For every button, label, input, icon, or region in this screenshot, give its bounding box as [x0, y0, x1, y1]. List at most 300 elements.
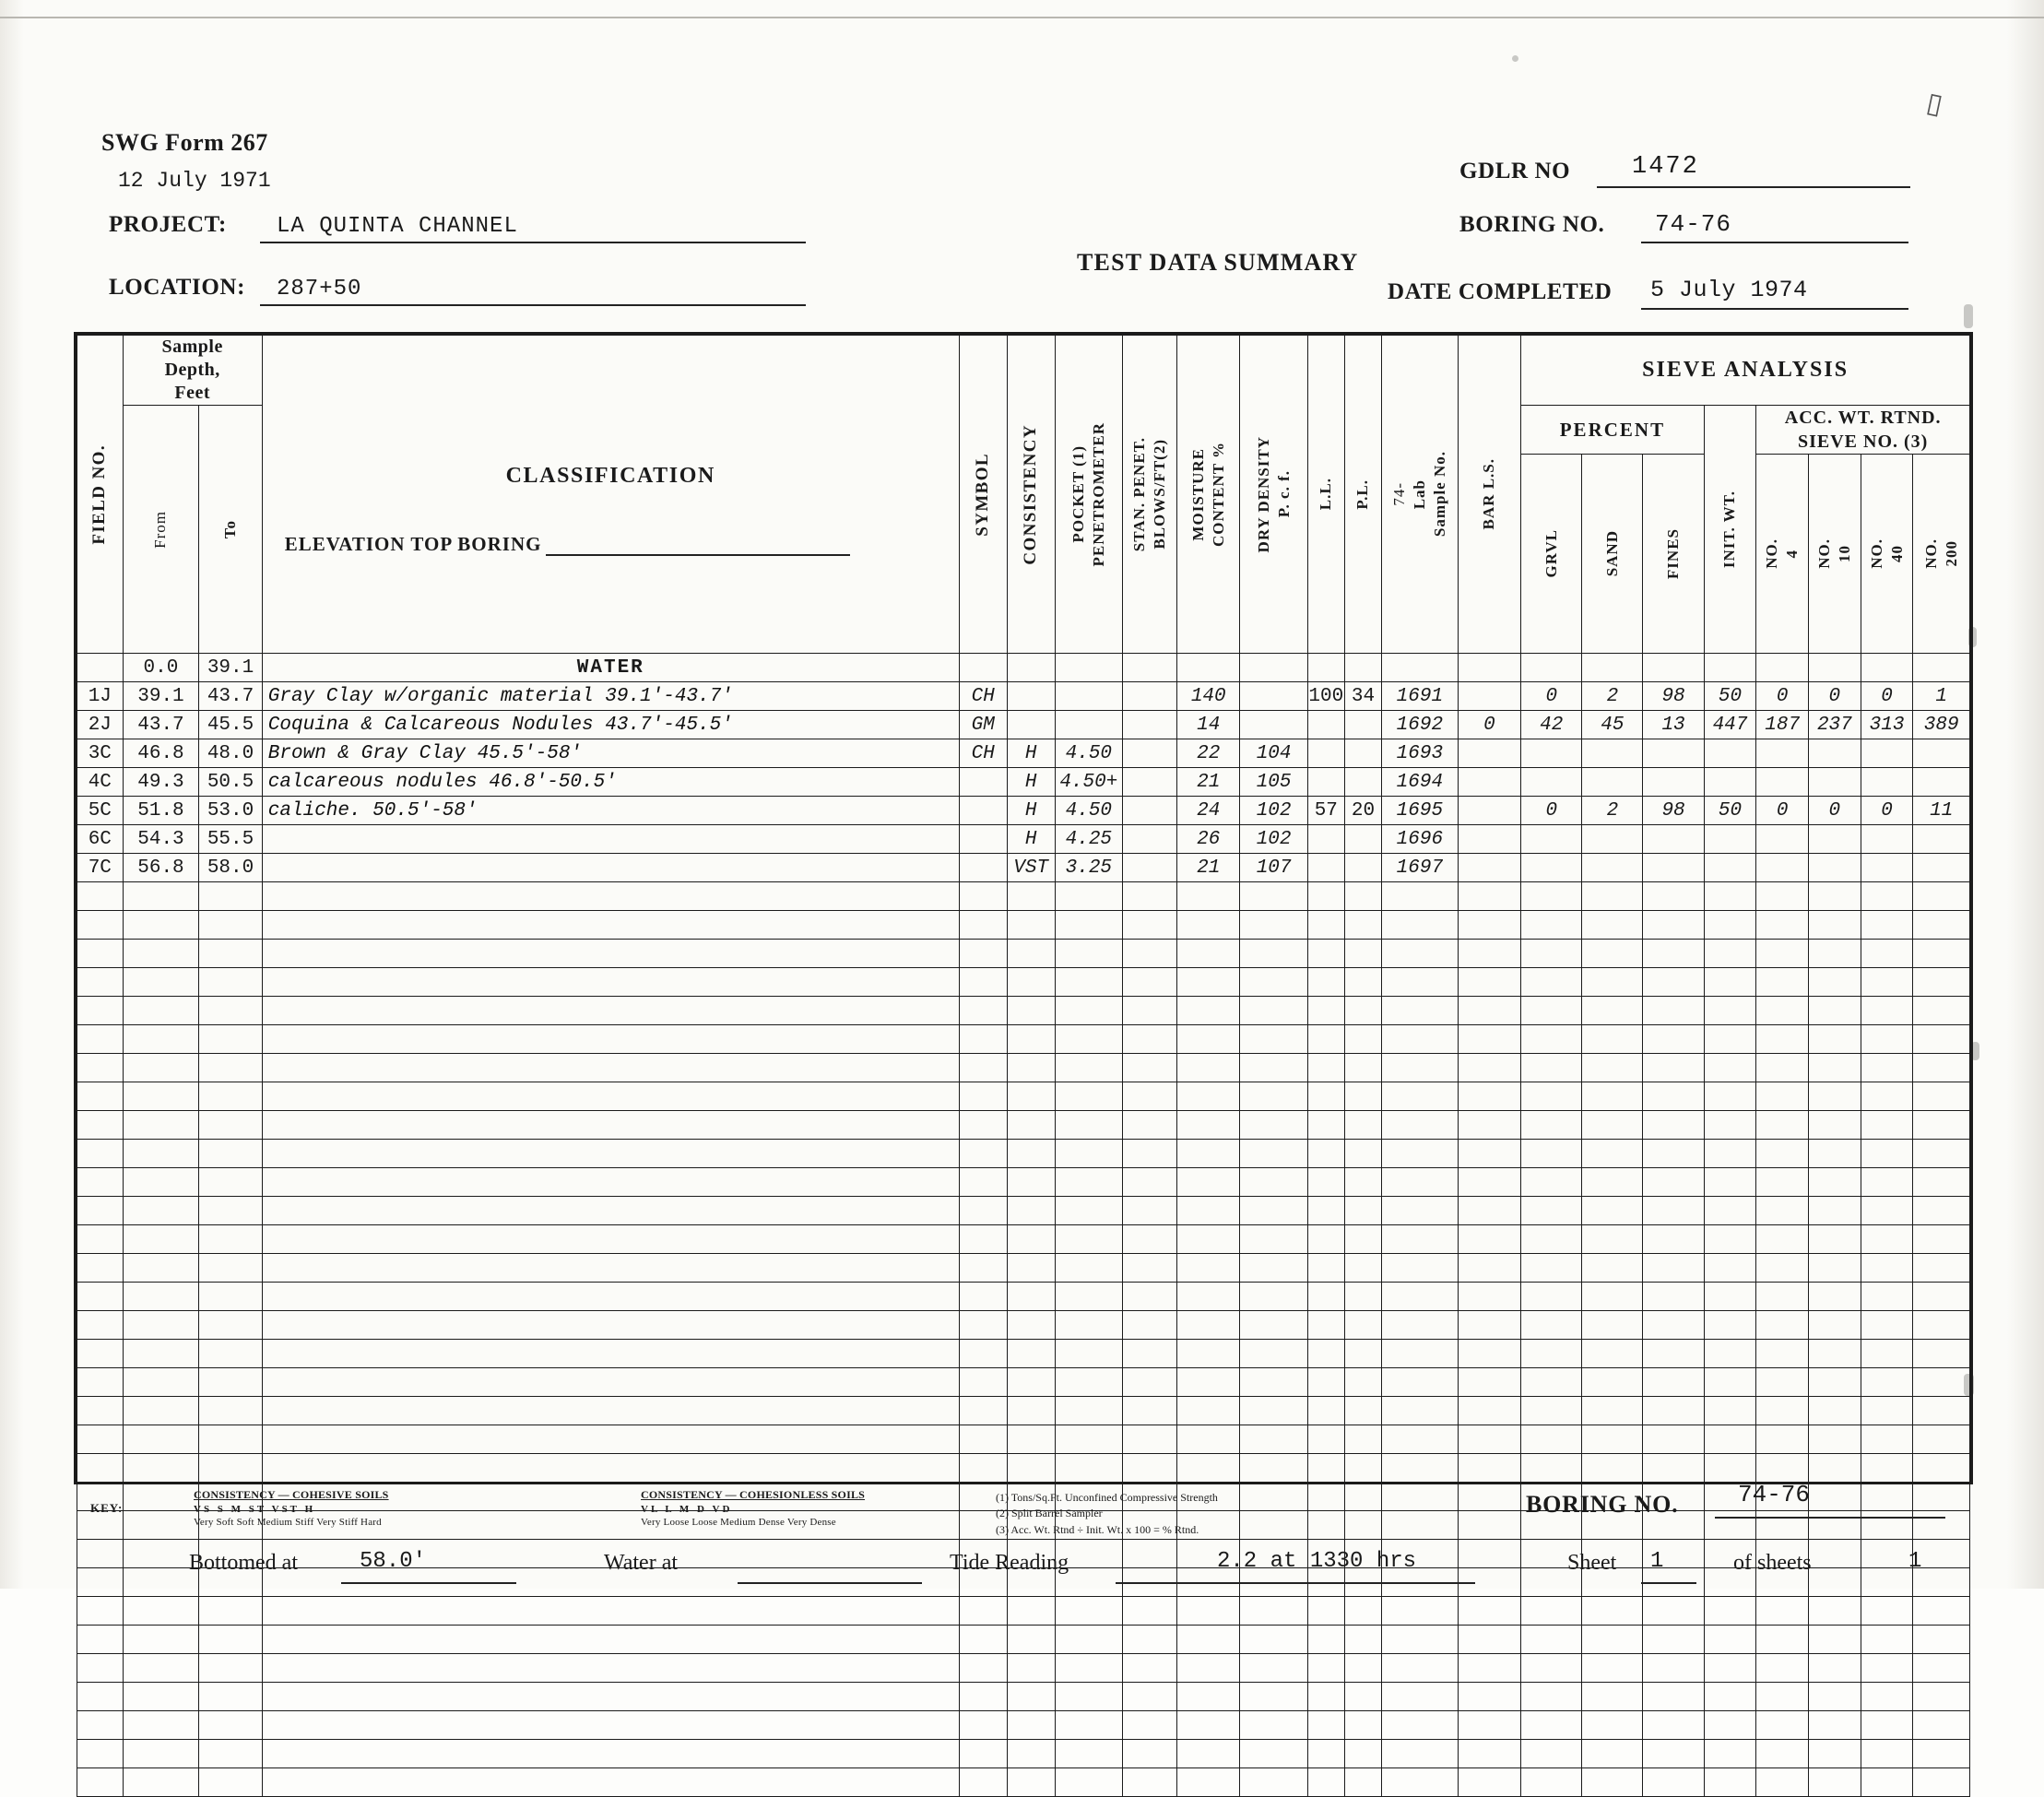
- cell-empty: [1007, 1197, 1055, 1225]
- cell-empty: [1176, 1082, 1240, 1111]
- key-label: KEY:: [90, 1501, 124, 1515]
- cell-bar: [1458, 682, 1521, 711]
- cell-empty: [1176, 1768, 1240, 1797]
- cell-empty: [1643, 997, 1704, 1025]
- cell-empty: [1176, 1054, 1240, 1082]
- cell-empty: [1307, 940, 1344, 968]
- cell-empty: [1382, 1368, 1459, 1397]
- cell-dry_density: 107: [1240, 854, 1307, 882]
- cell-empty: [123, 1054, 199, 1082]
- cell-empty: [1704, 911, 1756, 940]
- cell-empty: [1240, 1368, 1307, 1397]
- cell-empty: [1344, 1683, 1381, 1711]
- cell-empty: [1382, 1425, 1459, 1454]
- cell-empty: [1382, 1025, 1459, 1054]
- cell-stan: [1122, 797, 1176, 825]
- cell-empty: [199, 1254, 263, 1283]
- cell-empty: [1240, 1711, 1307, 1740]
- cell-empty: [1861, 1597, 1913, 1626]
- cell-empty: [1521, 1254, 1582, 1283]
- cell-empty: [959, 1111, 1007, 1140]
- table-row-empty: [77, 1225, 1970, 1254]
- project-label: PROJECT:: [109, 212, 227, 237]
- cell-bar: 0: [1458, 711, 1521, 739]
- cell-empty: [1643, 1111, 1704, 1140]
- cell-empty: [1809, 1111, 1861, 1140]
- cell-symbol: GM: [959, 711, 1007, 739]
- col-no-4: NO. 4: [1756, 455, 1809, 654]
- cell-empty: [1344, 1368, 1381, 1397]
- cell-init_wt: [1704, 854, 1756, 882]
- cell-empty: [77, 1311, 124, 1340]
- cell-empty: [1382, 1768, 1459, 1797]
- cell-empty: [1756, 1397, 1809, 1425]
- cell-empty: [77, 1711, 124, 1740]
- cell-empty: [1007, 1397, 1055, 1425]
- cell-empty: [1756, 882, 1809, 911]
- cell-empty: [262, 1368, 959, 1397]
- cell-empty: [1756, 1340, 1809, 1368]
- cell-from: 46.8: [123, 739, 199, 768]
- cell-empty: [1643, 1683, 1704, 1711]
- cell-dry_density: 102: [1240, 825, 1307, 854]
- cell-empty: [1756, 1768, 1809, 1797]
- cell-empty: [262, 940, 959, 968]
- scan-corner-mark: ▯: [1924, 87, 1946, 121]
- cell-symbol: CH: [959, 739, 1007, 768]
- cell-empty: [199, 1111, 263, 1140]
- cell-stan: [1122, 768, 1176, 797]
- col-from: From: [123, 406, 199, 654]
- cell-empty: [1704, 1054, 1756, 1082]
- cell-empty: [1055, 1111, 1122, 1140]
- cell-empty: [1458, 911, 1521, 940]
- note-2: (2) Split Barrel Sampler: [996, 1507, 1103, 1520]
- cell-empty: [1643, 1711, 1704, 1740]
- cell-empty: [1704, 1082, 1756, 1111]
- cell-empty: [1382, 1082, 1459, 1111]
- cell-empty: [1521, 1340, 1582, 1368]
- location-label: LOCATION:: [109, 275, 246, 300]
- cell-empty: [1756, 968, 1809, 997]
- cell-empty: [1521, 1454, 1582, 1483]
- cell-empty: [1007, 1025, 1055, 1054]
- cell-bar: [1458, 739, 1521, 768]
- cell-no4: 0: [1756, 682, 1809, 711]
- cell-empty: [1809, 1654, 1861, 1683]
- cell-empty: [77, 1340, 124, 1368]
- cell-empty: [1007, 911, 1055, 940]
- cell-pl: [1344, 739, 1381, 768]
- cell-empty: [1240, 1340, 1307, 1368]
- cell-empty: [1704, 1740, 1756, 1768]
- note-3: (3) Acc. Wt. Rtnd ÷ Init. Wt. x 100 = % Rtnd.: [996, 1522, 1199, 1536]
- cell-empty: [1382, 1197, 1459, 1225]
- cell-empty: [199, 1454, 263, 1483]
- cell-empty: [1861, 1225, 1913, 1254]
- cell-empty: [1307, 1340, 1344, 1368]
- cell-empty: [1344, 911, 1381, 940]
- cell-empty: [1913, 1054, 1970, 1082]
- cell-empty: [1809, 1082, 1861, 1111]
- cell-empty: [1861, 968, 1913, 997]
- cell-empty: [1458, 1368, 1521, 1397]
- cell-pl: 34: [1344, 682, 1381, 711]
- cell-empty: [1756, 1025, 1809, 1054]
- cell-empty: [1007, 1425, 1055, 1454]
- cell-empty: [262, 1340, 959, 1368]
- cell-empty: [1344, 1311, 1381, 1340]
- cell-empty: [123, 1597, 199, 1626]
- cell-empty: [123, 1368, 199, 1397]
- cell-ll: [1307, 854, 1344, 882]
- cell-pl: [1344, 825, 1381, 854]
- cell-empty: [1176, 1711, 1240, 1740]
- cell-empty: [1382, 882, 1459, 911]
- cell-empty: [1521, 940, 1582, 968]
- cell-empty: [199, 1025, 263, 1054]
- cell-moisture: [1176, 654, 1240, 682]
- cell-to: 43.7: [199, 682, 263, 711]
- cell-empty: [1344, 1626, 1381, 1654]
- cell-empty: [1240, 1311, 1307, 1340]
- cell-empty: [1643, 1597, 1704, 1626]
- cell-empty: [1643, 1168, 1704, 1197]
- cell-empty: [1809, 1626, 1861, 1654]
- cell-empty: [1458, 1054, 1521, 1082]
- cell-empty: [1582, 968, 1643, 997]
- cell-empty: [1861, 1740, 1913, 1768]
- cell-empty: [1809, 1425, 1861, 1454]
- cell-no200: 11: [1913, 797, 1970, 825]
- cell-empty: [1176, 1425, 1240, 1454]
- cell-empty: [1521, 882, 1582, 911]
- tide-reading-underline: [1116, 1582, 1475, 1584]
- cell-empty: [77, 1740, 124, 1768]
- cell-moisture: 14: [1176, 711, 1240, 739]
- cell-empty: [1122, 1597, 1176, 1626]
- cell-empty: [1521, 1283, 1582, 1311]
- cell-empty: [1582, 1082, 1643, 1111]
- cell-empty: [1176, 1283, 1240, 1311]
- cell-empty: [959, 1340, 1007, 1368]
- cell-empty: [1007, 1225, 1055, 1254]
- cell-empty: [1055, 1197, 1122, 1225]
- cell-empty: [1913, 1397, 1970, 1425]
- cell-empty: [123, 968, 199, 997]
- cell-empty: [123, 1740, 199, 1768]
- cell-empty: [1307, 1425, 1344, 1454]
- table-row-empty: [77, 1683, 1970, 1711]
- cell-empty: [199, 1082, 263, 1111]
- cell-empty: [1458, 1082, 1521, 1111]
- cell-init_wt: [1704, 825, 1756, 854]
- cell-empty: [1240, 997, 1307, 1025]
- cell-empty: [1307, 1397, 1344, 1425]
- cell-empty: [1521, 1168, 1582, 1197]
- cell-consistency: H: [1007, 768, 1055, 797]
- cell-empty: [1382, 968, 1459, 997]
- cell-empty: [123, 911, 199, 940]
- cell-empty: [77, 1082, 124, 1111]
- cell-empty: [1643, 1283, 1704, 1311]
- cell-empty: [1861, 1683, 1913, 1711]
- cell-empty: [1704, 1654, 1756, 1683]
- cell-to: 50.5: [199, 768, 263, 797]
- sheet-value: 1: [1650, 1549, 1664, 1574]
- cell-empty: [1458, 997, 1521, 1025]
- cell-stan: [1122, 711, 1176, 739]
- cell-field_no: 3C: [77, 739, 124, 768]
- cell-empty: [1344, 997, 1381, 1025]
- cell-consistency: H: [1007, 797, 1055, 825]
- cell-init_wt: [1704, 654, 1756, 682]
- cell-empty: [1007, 882, 1055, 911]
- cell-empty: [123, 1197, 199, 1225]
- cell-empty: [1861, 1111, 1913, 1140]
- cell-empty: [77, 1140, 124, 1168]
- cell-empty: [199, 1425, 263, 1454]
- cell-empty: [77, 882, 124, 911]
- cell-empty: [1176, 911, 1240, 940]
- cell-empty: [262, 1425, 959, 1454]
- cell-empty: [1055, 997, 1122, 1025]
- cell-empty: [1861, 911, 1913, 940]
- cell-empty: [1704, 1626, 1756, 1654]
- table-row: [77, 768, 1970, 797]
- col-plastic-limit: P.L.: [1344, 336, 1381, 654]
- col-init-wt: INIT. WT.: [1704, 406, 1756, 654]
- cell-empty: [123, 1454, 199, 1483]
- cell-consistency: [1007, 682, 1055, 711]
- cell-empty: [1521, 1768, 1582, 1797]
- cell-fines: 13: [1643, 711, 1704, 739]
- cell-empty: [1176, 940, 1240, 968]
- cell-to: 53.0: [199, 797, 263, 825]
- cell-empty: [1704, 1683, 1756, 1711]
- cell-empty: [1861, 1082, 1913, 1111]
- cell-empty: [1122, 1311, 1176, 1340]
- cell-empty: [959, 940, 1007, 968]
- cell-empty: [1176, 1340, 1240, 1368]
- cell-classification: WATER: [262, 654, 959, 682]
- cohesionless-words: Very Loose Loose Medium Dense Very Dense: [641, 1517, 836, 1528]
- cell-empty: [77, 1425, 124, 1454]
- cell-empty: [1582, 1654, 1643, 1683]
- cell-empty: [1344, 1140, 1381, 1168]
- cell-empty: [1176, 1397, 1240, 1425]
- cell-empty: [1122, 1740, 1176, 1768]
- cell-empty: [1344, 1111, 1381, 1140]
- cell-ll: [1307, 739, 1344, 768]
- cell-empty: [1382, 1454, 1459, 1483]
- cell-empty: [1809, 1225, 1861, 1254]
- cell-empty: [1382, 1140, 1459, 1168]
- cell-stan: [1122, 854, 1176, 882]
- cell-no40: 0: [1861, 682, 1913, 711]
- cell-classification: [262, 825, 959, 854]
- cell-empty: [262, 1654, 959, 1683]
- cell-empty: [1809, 1168, 1861, 1197]
- cell-empty: [77, 1054, 124, 1082]
- cell-empty: [1055, 1740, 1122, 1768]
- water-at-label: Water at: [604, 1551, 679, 1575]
- cell-empty: [1382, 1654, 1459, 1683]
- cell-init_wt: 50: [1704, 682, 1756, 711]
- cell-no40: 313: [1861, 711, 1913, 739]
- cell-empty: [1643, 968, 1704, 997]
- cell-empty: [1240, 1168, 1307, 1197]
- cell-empty: [1458, 1254, 1521, 1283]
- cell-empty: [959, 911, 1007, 940]
- date-completed-underline: [1641, 308, 1908, 310]
- cell-ll: 57: [1307, 797, 1344, 825]
- cell-empty: [1055, 1340, 1122, 1368]
- cell-empty: [1913, 1454, 1970, 1483]
- cell-empty: [959, 1054, 1007, 1082]
- cell-sand: [1582, 825, 1643, 854]
- cell-empty: [1582, 1197, 1643, 1225]
- table-row: [77, 682, 1970, 711]
- cell-empty: [1055, 911, 1122, 940]
- cell-empty: [1122, 1654, 1176, 1683]
- table-row-empty: [77, 968, 1970, 997]
- cell-empty: [1307, 911, 1344, 940]
- cell-empty: [1007, 968, 1055, 997]
- cell-empty: [1007, 997, 1055, 1025]
- project-value: LA QUINTA CHANNEL: [277, 214, 518, 239]
- cell-empty: [1582, 997, 1643, 1025]
- sheet-label: Sheet: [1567, 1551, 1617, 1575]
- cell-empty: [1007, 1054, 1055, 1082]
- cell-empty: [1643, 1225, 1704, 1254]
- boring-no-value: 74-76: [1655, 210, 1732, 238]
- cell-empty: [1809, 1254, 1861, 1283]
- cell-init_wt: 50: [1704, 797, 1756, 825]
- cell-empty: [959, 1454, 1007, 1483]
- cell-empty: [1913, 1711, 1970, 1740]
- cell-empty: [959, 1711, 1007, 1740]
- cell-empty: [1458, 1626, 1521, 1654]
- table-row-empty: [77, 997, 1970, 1025]
- cell-empty: [199, 1340, 263, 1368]
- cell-empty: [1809, 1311, 1861, 1340]
- cell-empty: [1704, 882, 1756, 911]
- cell-empty: [77, 1454, 124, 1483]
- cell-empty: [1344, 1197, 1381, 1225]
- cell-empty: [262, 1054, 959, 1082]
- cell-empty: [77, 1597, 124, 1626]
- cell-empty: [77, 1168, 124, 1197]
- cell-empty: [1861, 1340, 1913, 1368]
- cell-empty: [262, 1597, 959, 1626]
- cell-pocket: 4.50+: [1055, 768, 1122, 797]
- col-liquid-limit: L.L.: [1307, 336, 1344, 654]
- cell-empty: [199, 1140, 263, 1168]
- cell-empty: [1240, 882, 1307, 911]
- cell-consistency: H: [1007, 825, 1055, 854]
- cell-classification: Coquina & Calcareous Nodules 43.7'-45.5': [262, 711, 959, 739]
- cell-pocket: [1055, 682, 1122, 711]
- cell-grvl: [1521, 739, 1582, 768]
- cell-empty: [1382, 1168, 1459, 1197]
- cell-empty: [199, 1368, 263, 1397]
- cell-stan: [1122, 825, 1176, 854]
- cell-empty: [1704, 1711, 1756, 1740]
- cell-empty: [1704, 1397, 1756, 1425]
- cell-empty: [959, 1425, 1007, 1454]
- cell-empty: [1756, 1597, 1809, 1626]
- cell-empty: [1007, 1454, 1055, 1483]
- cell-empty: [1176, 1225, 1240, 1254]
- cell-empty: [1582, 1454, 1643, 1483]
- cell-empty: [1307, 1054, 1344, 1082]
- cell-empty: [1240, 1283, 1307, 1311]
- cell-empty: [959, 1140, 1007, 1168]
- cell-no200: [1913, 739, 1970, 768]
- cell-empty: [77, 997, 124, 1025]
- cell-empty: [1344, 1054, 1381, 1082]
- cell-empty: [1756, 1254, 1809, 1283]
- cell-no10: [1809, 654, 1861, 682]
- cell-empty: [123, 1111, 199, 1140]
- cell-empty: [1582, 1711, 1643, 1740]
- cell-empty: [1643, 1197, 1704, 1225]
- cell-init_wt: [1704, 739, 1756, 768]
- cell-empty: [1307, 1683, 1344, 1711]
- cell-pl: [1344, 654, 1381, 682]
- cell-fines: [1643, 739, 1704, 768]
- cell-sand: 45: [1582, 711, 1643, 739]
- cell-empty: [199, 1597, 263, 1626]
- cell-empty: [1458, 1683, 1521, 1711]
- cell-empty: [1240, 1254, 1307, 1283]
- col-dry-density: DRY DENSITY P. c. f.: [1240, 336, 1307, 654]
- cell-empty: [1240, 1025, 1307, 1054]
- form-header: [0, 0, 2044, 318]
- cell-empty: [1756, 1168, 1809, 1197]
- cell-empty: [1122, 1340, 1176, 1368]
- cell-empty: [1307, 968, 1344, 997]
- cell-empty: [1344, 1025, 1381, 1054]
- cell-field_no: 1J: [77, 682, 124, 711]
- cell-classification: calcareous nodules 46.8'-50.5': [262, 768, 959, 797]
- cell-empty: [1704, 1168, 1756, 1197]
- cell-from: 43.7: [123, 711, 199, 739]
- cell-sand: [1582, 854, 1643, 882]
- cell-empty: [959, 968, 1007, 997]
- cell-field_no: 5C: [77, 797, 124, 825]
- cell-empty: [1809, 1368, 1861, 1397]
- cell-empty: [1458, 1311, 1521, 1340]
- cell-empty: [1643, 1768, 1704, 1797]
- cell-empty: [1122, 1111, 1176, 1140]
- cell-empty: [123, 1683, 199, 1711]
- bottomed-at-label: Bottomed at: [189, 1551, 298, 1575]
- table-row-empty: [77, 1025, 1970, 1054]
- cell-no200: [1913, 825, 1970, 854]
- cell-empty: [1176, 1168, 1240, 1197]
- boring-no-underline: [1641, 242, 1908, 243]
- cell-empty: [77, 940, 124, 968]
- cell-empty: [77, 911, 124, 940]
- cell-empty: [1240, 968, 1307, 997]
- cell-empty: [1007, 1082, 1055, 1111]
- col-no-40: NO. 40: [1861, 455, 1913, 654]
- cell-empty: [123, 1626, 199, 1654]
- cell-empty: [1913, 997, 1970, 1025]
- footer-boring-no-value: 74-76: [1738, 1481, 1811, 1508]
